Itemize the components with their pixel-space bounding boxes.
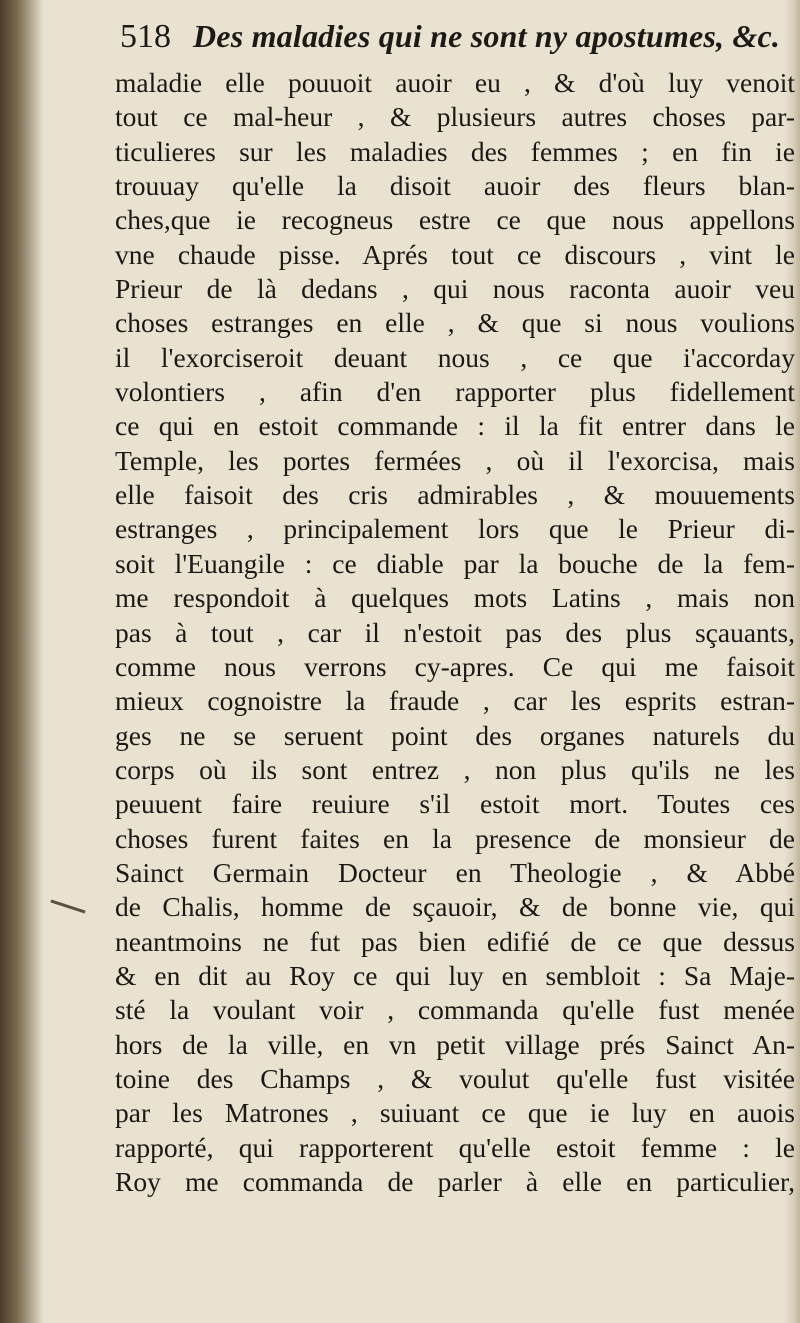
text-line: maladie elle pouuoit auoir eu , & d'où luy venoit xyxy=(115,67,795,98)
body-text xyxy=(115,66,795,1199)
text-line: comme nous verrons cy-apres. Ce qui me faisoit xyxy=(115,650,795,682)
page-gutter-shadow xyxy=(0,0,44,1323)
text-line: rapporté, qui rapporterent qu'elle estoit femme : le xyxy=(115,1131,795,1163)
text-line: Temple, les portes fermées , où il l'exorcisa, mais xyxy=(115,444,795,476)
text-line: par les Matrones , suiuant ce que ie luy en auois xyxy=(115,1097,795,1129)
running-title: Des maladies qui ne sont ny apostumes, &c. xyxy=(193,18,781,54)
page-header xyxy=(120,18,790,68)
text-line: pas à tout , car il n'estoit pas des plus sçauants, xyxy=(115,616,795,648)
text-line: sté la voulant voir , commanda qu'elle fust menée xyxy=(115,994,795,1026)
text-line: hors de la ville, en vn petit village prés Sainct An- xyxy=(115,1028,795,1060)
text-line: neantmoins ne fut pas bien edifié de ce que dessus xyxy=(115,925,795,957)
text-line: Sainct Germain Docteur en Theologie , & Abbé xyxy=(115,856,795,888)
text-line: volontiers , afin d'en rapporter plus fidellement xyxy=(115,376,795,408)
text-line: Roy me commanda de parler à elle en particulier, xyxy=(115,1166,795,1197)
text-line: ce qui en estoit commande : il la fit entrer dans le xyxy=(115,410,795,442)
text-line: elle faisoit des cris admirables , & mouuements xyxy=(115,479,795,511)
text-line: choses furent faites en la presence de monsieur de xyxy=(115,822,795,854)
text-line: ches,que ie recogneus estre ce que nous appellons xyxy=(115,204,795,236)
text-line: il l'exorciseroit deuant nous , ce que i'accorday xyxy=(115,341,795,373)
text-line: soit l'Euangile : ce diable par la bouche de la fem- xyxy=(115,547,795,579)
text-line: corps où ils sont entrez , non plus qu'ils ne les xyxy=(115,753,795,785)
text-line: mieux cognoistre la fraude , car les esprits estran- xyxy=(115,685,795,717)
text-line: peuuent faire reuiure s'il estoit mort. Toutes ces xyxy=(115,788,795,820)
text-line: me respondoit à quelques mots Latins , mais non xyxy=(115,582,795,614)
text-line: ges ne se seruent point des organes naturels du xyxy=(115,719,795,751)
page-number: 518 xyxy=(120,18,171,55)
margin-mark xyxy=(50,900,85,914)
text-line: tout ce mal-heur , & plusieurs autres choses par- xyxy=(115,101,795,133)
text-line: vne chaude pisse. Aprés tout ce discours , vint le xyxy=(115,238,795,270)
text-line: estranges , principalement lors que le Prieur di- xyxy=(115,513,795,545)
text-line: Prieur de là dedans , qui nous raconta auoir veu xyxy=(115,273,795,305)
text-line: choses estranges en elle , & que si nous voulions xyxy=(115,307,795,339)
text-line: de Chalis, homme de sçauoir, & de bonne vie, qui xyxy=(115,891,795,923)
text-line: & en dit au Roy ce qui luy en sembloit : Sa Maje- xyxy=(115,959,795,991)
text-line: trouuay qu'elle la disoit auoir des fleurs blan- xyxy=(115,170,795,202)
text-line: ticulieres sur les maladies des femmes ; en fin ie xyxy=(115,135,795,167)
text-line: toine des Champs , & voulut qu'elle fust visitée xyxy=(115,1062,795,1094)
